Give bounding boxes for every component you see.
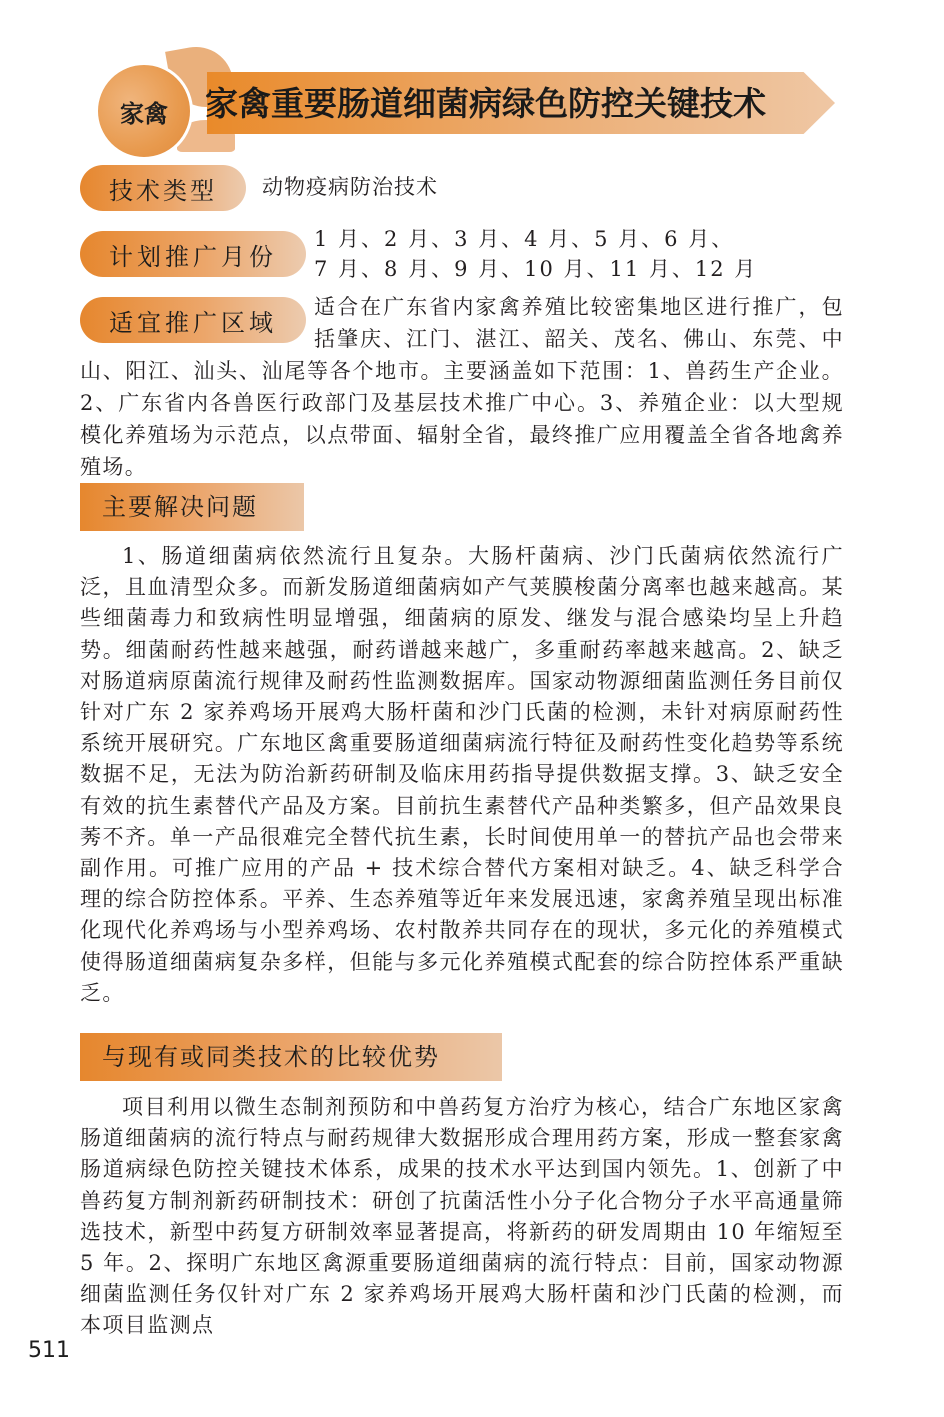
tech-type-label: 技术类型 — [80, 165, 246, 211]
promotion-months-line1: 1 月、2 月、3 月、4 月、5 月、6 月、 — [314, 227, 735, 251]
section-body-advantages: 项目利用以微生态制剂预防和中兽药复方治疗为核心，结合广东地区家禽肠道细菌病的流行特点与耐药规律大数据形成合理用药方案，形成一整套家禽肠道病绿色防控关键技术体系，成果的技术水平达到国内领先。1、创新了中兽药复方制剂新药研制技术：研创了抗菌活性小分子化合物分子水平高通量筛选技术，新型中药复方研制效率显著提高，将新药的研发周期由 10 年缩短至 5 年。2、探明广东地区禽源重要肠道细菌病的流行特点：目前，国家动物源细菌监测任务仅针对广东 2 家养鸡场开展鸡大肠杆菌和沙门氏菌的检测，而本项目监测点 — [80, 1095, 844, 1338]
promotion-region-block — [80, 291, 844, 483]
promotion-months-label: 计划推广月份 — [80, 231, 306, 277]
title-banner — [95, 40, 845, 150]
promotion-region-label: 适宜推广区域 — [80, 297, 306, 343]
promotion-region-text: 适合在广东省内家禽养殖比较密集地区进行推广，包括肇庆、江门、湛江、韶关、茂名、佛山、东莞、中山、阳江、汕头、汕尾等各个地市。主要涵盖如下范围：1、兽药生产企业。2、广东省内各兽医行政部门及基层技术推广中心。3、养殖企业：以大型规模化养殖场为示范点，以点带面、辐射全省，最终推广应用覆盖全省各地禽养殖场。 — [80, 295, 844, 479]
category-badge: 家禽 — [95, 62, 193, 160]
tech-type-value: 动物疫病防治技术 — [262, 175, 438, 199]
label-spacer — [80, 291, 314, 351]
page-title: 家禽重要肠道细菌病绿色防控关键技术 — [205, 84, 766, 123]
section-heading-advantages: 与现有或同类技术的比较优势 — [80, 1033, 502, 1081]
page-number: 511 — [28, 1338, 70, 1363]
section-body-problems: 1、肠道细菌病依然流行且复杂。大肠杆菌病、沙门氏菌病依然流行广泛，且血清型众多。而新发肠道细菌病如产气荚膜梭菌分离率也越来越高。某些细菌毒力和致病性明显增强，细菌病的原发、继发与混合感染均呈上升趋势。细菌耐药性越来越强，耐药谱越来越广，多重耐药率越来越高。2、缺乏对肠道病原菌流行规律及耐药性监测数据库。国家动物源细菌监测任务目前仅针对广东 2 家养鸡场开展鸡大肠杆菌和沙门氏菌的检测，未针对病原耐药性系统开展研究。广东地区禽重要肠道细菌病流行特征及耐药性变化趋势等系统数据不足，无法为防治新药研制及临床用药指导提供数据支撑。3、缺乏安全有效的抗生素替代产品及方案。目前抗生素替代产品种类繁多，但产品效果良莠不齐。单一产品很难完全替代抗生素，长时间使用单一的替抗产品也会带来副作用。可推广应用的产品 + 技术综合替代方案相对缺乏。4、缺乏科学合理的综合防控体系。平养、生态养殖等近年来发展迅速，家禽养殖呈现出标准化现代化养鸡场与小型养鸡场、农村散养共同存在的现状，多元化的养殖模式使得肠道细菌病复杂多样，但能与多元化养殖模式配套的综合防控体系严重缺乏。 — [80, 544, 844, 1005]
promotion-months-line2: 7 月、8 月、9 月、10 月、11 月、12 月 — [314, 257, 758, 281]
section-heading-problems: 主要解决问题 — [80, 483, 304, 531]
